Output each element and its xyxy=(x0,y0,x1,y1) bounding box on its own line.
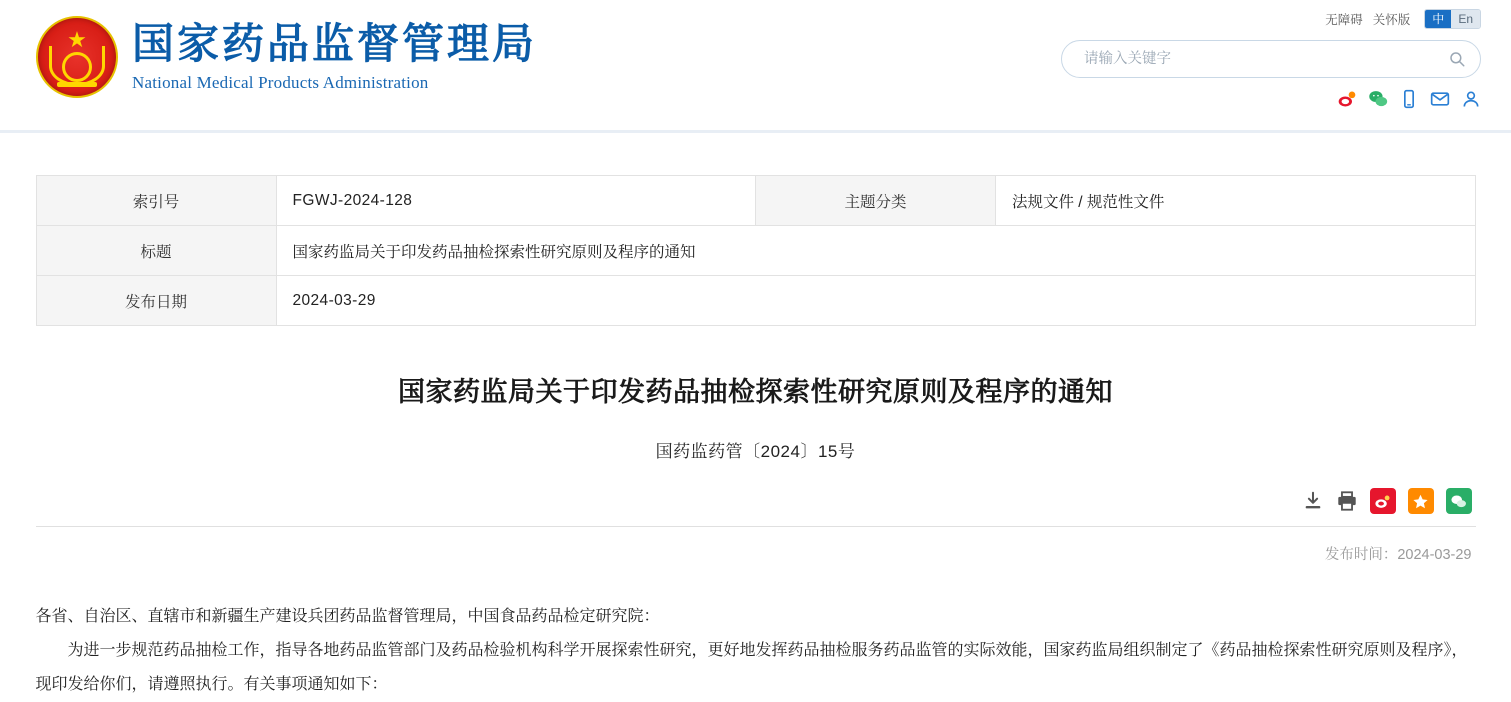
page-title: 国家药监局关于印发药品抽检探索性研究原则及程序的通知 xyxy=(398,377,1113,407)
mobile-icon[interactable] xyxy=(1399,89,1419,109)
document-number: 国药监药管〔2024〕15号 xyxy=(655,442,856,461)
social-icons xyxy=(1061,88,1481,110)
paragraph-intro: 为进一步规范药品抽检工作，指导各地药品监管部门及药品检验机构科学开展探索性研究，更好地发挥药品抽检服务药品监管的实际效能，国家药监局组织制定了《药品抽检探索性研究原则及程序》，现印发给你们，请遵照执行。有关事项通知如下： xyxy=(35,642,1468,693)
header-right xyxy=(1061,8,1481,110)
divider xyxy=(36,526,1476,527)
download-icon[interactable] xyxy=(1302,490,1324,512)
language-switcher[interactable] xyxy=(1424,9,1481,29)
value-publish-date: 2024-03-29 xyxy=(276,276,1475,326)
search-bar[interactable] xyxy=(1061,40,1481,78)
label-title: 标题 xyxy=(36,226,276,276)
value-topic-category: 法规文件 / 规范性文件 xyxy=(996,176,1476,226)
site-brand[interactable] xyxy=(36,16,537,98)
document-toolbar xyxy=(36,488,1476,514)
main-content xyxy=(36,175,1476,702)
label-publish-date: 发布日期 xyxy=(36,276,276,326)
elder-mode-link[interactable]: 关怀版 xyxy=(1372,13,1411,27)
emblem-base xyxy=(57,82,97,87)
org-name-en: National Medical Products Administration xyxy=(132,73,429,93)
wechat-share-icon[interactable] xyxy=(1446,488,1472,514)
table-row xyxy=(36,276,1475,326)
label-index-number: 索引号 xyxy=(36,176,276,226)
lang-en-option[interactable]: En xyxy=(1451,10,1480,28)
user-icon[interactable] xyxy=(1461,89,1481,109)
org-name-cn: 国家药品监督管理局 xyxy=(132,21,538,68)
search-input[interactable] xyxy=(1082,50,1448,68)
label-topic-category: 主题分类 xyxy=(756,176,996,226)
value-title: 国家药监局关于印发药品抽检探索性研究原则及程序的通知 xyxy=(276,226,1475,276)
emblem-star: ★ xyxy=(67,27,87,52)
lang-cn-option[interactable]: 中 xyxy=(1425,10,1451,28)
metadata-table xyxy=(36,175,1476,326)
brand-text xyxy=(132,21,537,93)
top-links xyxy=(1061,8,1481,30)
paragraph-recipients: 各省、自治区、直辖市和新疆生产建设兵团药品监督管理局，中国食品药品检定研究院： xyxy=(35,608,660,625)
value-index-number: FGWJ-2024-128 xyxy=(276,176,756,226)
table-row xyxy=(36,226,1475,276)
document-body xyxy=(36,600,1476,702)
mail-icon[interactable] xyxy=(1430,89,1450,109)
weibo-icon[interactable] xyxy=(1337,89,1357,109)
accessibility-link[interactable]: 无障碍 xyxy=(1325,13,1363,27)
publish-time: 发布时间：2024-03-29 xyxy=(1324,547,1472,563)
wechat-icon[interactable] xyxy=(1368,89,1388,109)
search-icon[interactable] xyxy=(1448,50,1466,68)
table-row xyxy=(36,176,1475,226)
weibo-share-icon[interactable] xyxy=(1370,488,1396,514)
site-header xyxy=(0,0,1511,133)
emblem-gear xyxy=(62,52,92,82)
print-icon[interactable] xyxy=(1336,490,1358,512)
favorite-star-icon[interactable] xyxy=(1408,488,1434,514)
national-emblem-icon xyxy=(36,16,118,98)
